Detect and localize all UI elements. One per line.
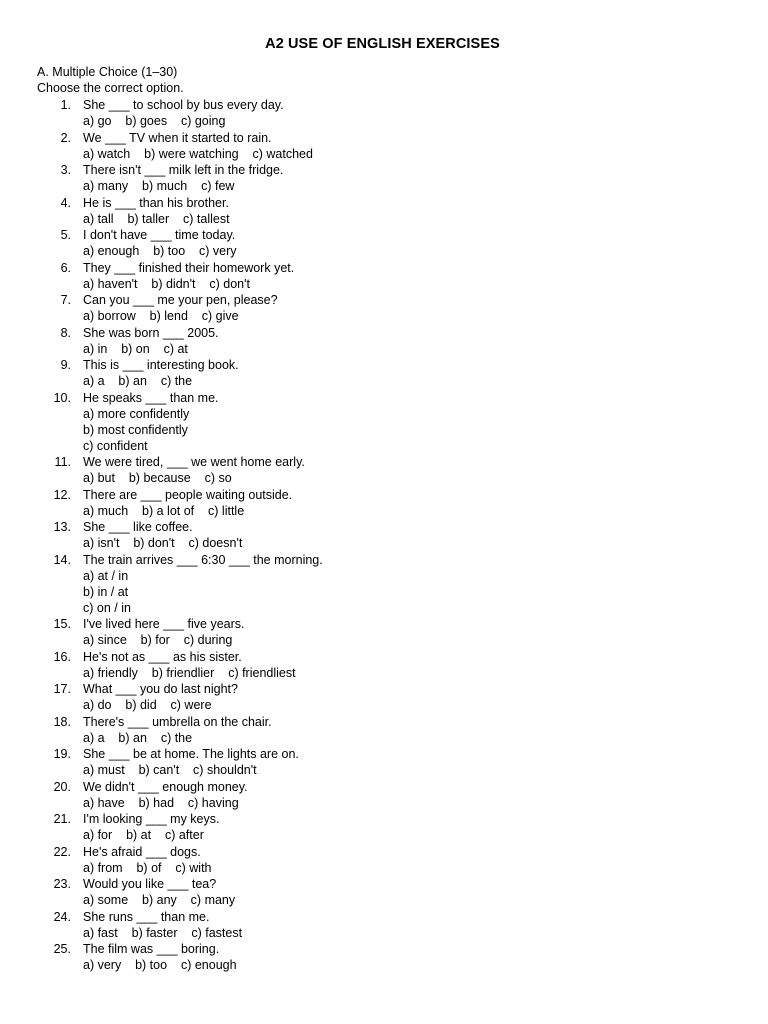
question-text: This is ___ interesting book. xyxy=(83,358,239,372)
question-item xyxy=(37,260,728,292)
answer-options: c) on / in xyxy=(83,600,131,615)
question-number: 20. xyxy=(53,779,71,794)
question-text: There's ___ umbrella on the chair. xyxy=(83,714,272,729)
instruction-text: Choose the correct option. xyxy=(37,81,184,95)
question-number: 15. xyxy=(53,617,71,631)
question-item xyxy=(37,844,728,876)
question-text: There isn't ___ milk left in the fridge. xyxy=(83,163,284,177)
question-number: 14. xyxy=(53,552,71,567)
question-number: 1. xyxy=(60,98,71,112)
question-item xyxy=(37,746,728,778)
question-number: 18. xyxy=(53,714,71,729)
question-text: She ___ to school by bus every day. xyxy=(83,98,284,112)
answer-options: a) a b) an c) the xyxy=(83,374,193,388)
answer-options: a) from b) of c) with xyxy=(83,860,212,875)
question-item xyxy=(37,649,728,681)
answer-options: a) tall b) taller c) tallest xyxy=(83,211,230,226)
question-number: 4. xyxy=(60,195,71,210)
question-number: 17. xyxy=(53,682,71,696)
question-item xyxy=(37,714,728,746)
question-item xyxy=(37,227,728,259)
question-item xyxy=(37,357,728,389)
question-list xyxy=(37,97,728,973)
question-text: She ___ be at home. The lights are on. xyxy=(83,747,299,761)
question-number: 9. xyxy=(60,358,71,372)
question-number: 8. xyxy=(60,325,71,340)
answer-options: a) must b) can't c) shouldn't xyxy=(83,763,257,777)
question-item xyxy=(37,97,728,129)
question-number: 19. xyxy=(53,747,71,761)
question-text: He's afraid ___ dogs. xyxy=(83,844,201,859)
answer-options: a) isn't b) don't c) doesn't xyxy=(83,536,243,550)
question-item xyxy=(37,876,728,908)
section-heading: A. Multiple Choice (1–30) xyxy=(37,65,178,79)
question-number: 13. xyxy=(53,520,71,534)
question-item xyxy=(37,681,728,713)
answer-options: a) since b) for c) during xyxy=(83,633,233,647)
question-number: 21. xyxy=(53,812,71,826)
question-number: 16. xyxy=(53,649,71,664)
answer-options: a) very b) too c) enough xyxy=(83,958,237,972)
question-number: 25. xyxy=(53,942,71,956)
answer-options: a) at / in xyxy=(83,568,129,583)
answer-options: a) haven't b) didn't c) don't xyxy=(83,276,250,291)
question-item xyxy=(37,487,728,519)
answer-options: a) much b) a lot of c) little xyxy=(83,503,245,518)
question-item xyxy=(37,325,728,357)
question-item xyxy=(37,909,728,941)
question-text: I don't have ___ time today. xyxy=(83,228,236,242)
question-number: 24. xyxy=(53,909,71,924)
question-text: What ___ you do last night? xyxy=(83,682,238,696)
question-text: I've lived here ___ five years. xyxy=(83,617,245,631)
question-text: She was born ___ 2005. xyxy=(83,325,219,340)
question-text: The train arrives ___ 6:30 ___ the morning. xyxy=(83,552,323,567)
answer-options: a) but b) because c) so xyxy=(83,471,232,485)
answer-options: a) borrow b) lend c) give xyxy=(83,309,239,323)
question-number: 2. xyxy=(60,130,71,145)
question-number: 22. xyxy=(53,844,71,859)
question-item xyxy=(37,811,728,843)
question-number: 11. xyxy=(54,455,71,469)
answer-options: a) a b) an c) the xyxy=(83,730,193,745)
answer-options: a) watch b) were watching c) watched xyxy=(83,146,313,161)
question-text: He is ___ than his brother. xyxy=(83,195,229,210)
question-text: The film was ___ boring. xyxy=(83,942,220,956)
question-item xyxy=(37,941,728,973)
question-item xyxy=(37,390,728,454)
question-text: We were tired, ___ we went home early. xyxy=(83,455,305,469)
question-number: 23. xyxy=(53,877,71,891)
question-text: Would you like ___ tea? xyxy=(83,877,217,891)
answer-options: a) enough b) too c) very xyxy=(83,244,237,258)
answer-options: c) confident xyxy=(83,438,148,453)
question-text: He speaks ___ than me. xyxy=(83,390,219,405)
question-text: They ___ finished their homework yet. xyxy=(83,260,295,275)
question-item xyxy=(37,454,728,486)
question-item xyxy=(37,779,728,811)
question-text: She runs ___ than me. xyxy=(83,909,210,924)
answer-options: a) go b) goes c) going xyxy=(83,114,226,128)
question-item xyxy=(37,519,728,551)
answer-options: a) more confidently xyxy=(83,406,190,421)
question-text: I'm looking ___ my keys. xyxy=(83,812,220,826)
question-number: 6. xyxy=(60,260,71,275)
question-text: He's not as ___ as his sister. xyxy=(83,649,242,664)
question-text: There are ___ people waiting outside. xyxy=(83,487,293,502)
question-item xyxy=(37,292,728,324)
question-text: We didn't ___ enough money. xyxy=(83,779,248,794)
question-number: 5. xyxy=(60,228,71,242)
question-number: 12. xyxy=(53,487,71,502)
question-item xyxy=(37,552,728,616)
question-item xyxy=(37,195,728,227)
answer-options: a) some b) any c) many xyxy=(83,893,236,907)
question-item xyxy=(37,130,728,162)
answer-options: a) fast b) faster c) fastest xyxy=(83,925,243,940)
answer-options: a) in b) on c) at xyxy=(83,341,188,356)
answer-options: b) most confidently xyxy=(83,422,188,437)
question-text: Can you ___ me your pen, please? xyxy=(83,293,278,307)
question-number: 10. xyxy=(53,390,71,405)
page-title: A2 USE OF ENGLISH EXERCISES xyxy=(265,36,500,52)
question-number: 3. xyxy=(60,163,71,177)
question-item xyxy=(37,162,728,194)
question-number: 7. xyxy=(60,293,71,307)
answer-options: a) have b) had c) having xyxy=(83,795,239,810)
question-item xyxy=(37,616,728,648)
answer-options: a) many b) much c) few xyxy=(83,179,235,193)
question-text: We ___ TV when it started to rain. xyxy=(83,130,272,145)
answer-options: a) for b) at c) after xyxy=(83,828,204,842)
question-text: She ___ like coffee. xyxy=(83,520,193,534)
answer-options: a) do b) did c) were xyxy=(83,698,212,712)
answer-options: b) in / at xyxy=(83,584,129,599)
answer-options: a) friendly b) friendlier c) friendliest xyxy=(83,665,296,680)
